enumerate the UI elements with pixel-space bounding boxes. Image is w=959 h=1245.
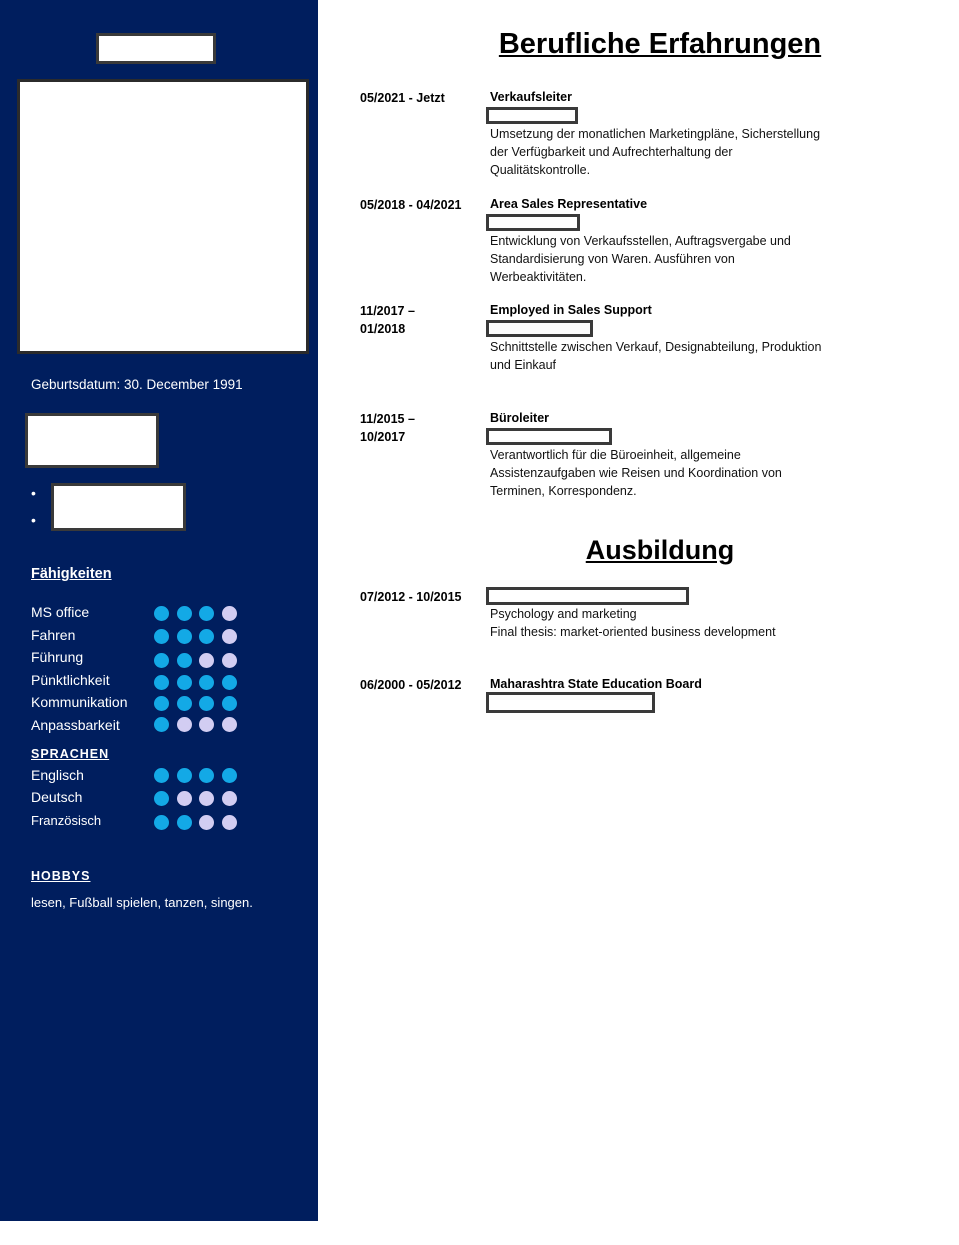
rating-dot-filled (177, 768, 192, 783)
experience-title: Berufliche Erfahrungen (498, 28, 822, 60)
education-detail: Final thesis: market-oriented business development (490, 625, 776, 639)
experience-position: Büroleiter (490, 411, 550, 425)
hobbies-heading: HOBBYS (31, 869, 91, 883)
sidebar (0, 0, 318, 1221)
rating-dot-empty (177, 717, 192, 732)
rating-dot-empty (177, 791, 192, 806)
experience-date: 05/2021 - Jetzt (360, 91, 445, 105)
skill-label: Kommunikation (31, 694, 128, 710)
rating-dot-empty (222, 606, 237, 621)
rating-dot-filled (154, 696, 169, 711)
skill-label: Pünktlichkeit (31, 672, 110, 688)
education-institution: Maharashtra State Education Board (490, 677, 702, 691)
experience-description: Entwicklung von Verkaufsstellen, Auftragsvergabe und Standardisierung von Waren. Ausführen von Werbeaktivitäten. (490, 234, 791, 284)
company-redaction (486, 320, 593, 337)
experience-date: 05/2018 - 04/2021 (360, 198, 462, 212)
company-redaction (486, 214, 580, 231)
contact-bullet: • (31, 512, 36, 528)
rating-dot-filled (222, 675, 237, 690)
rating-dot-filled (222, 696, 237, 711)
experience-description: Schnittstelle zwischen Verkauf, Designabteilung, Produktion und Einkauf (490, 340, 822, 372)
rating-dot-empty (199, 653, 214, 668)
company-redaction (486, 428, 612, 445)
birthdate: Geburtsdatum: 30. December 1991 (31, 377, 243, 392)
rating-dot-empty (199, 791, 214, 806)
rating-dot-filled (177, 675, 192, 690)
education-date: 07/2012 - 10/2015 (360, 590, 462, 604)
skill-label: Anpassbarkeit (31, 717, 120, 733)
rating-dot-empty (222, 629, 237, 644)
experience-position: Employed in Sales Support (490, 303, 652, 317)
rating-dot-empty (222, 717, 237, 732)
rating-dot-filled (199, 768, 214, 783)
languages-heading: SPRACHEN (31, 747, 110, 761)
rating-dot-filled (177, 696, 192, 711)
contact-redaction (25, 413, 159, 468)
rating-dot-empty (199, 815, 214, 830)
education-title: Ausbildung (585, 535, 735, 565)
contact-bullet: • (31, 485, 36, 501)
degree-redaction (486, 692, 655, 713)
institution-redaction (486, 587, 689, 605)
experience-description: Verantwortlich für die Büroeinheit, allgemeine Assistenzaufgaben wie Reisen und Koordination von Terminen, Korrespondenz. (490, 448, 782, 498)
rating-dot-filled (199, 606, 214, 621)
rating-dot-filled (222, 768, 237, 783)
skill-label: MS office (31, 604, 90, 620)
rating-dot-empty (199, 717, 214, 732)
rating-dot-filled (154, 768, 169, 783)
rating-dot-filled (154, 606, 169, 621)
experience-date-end: 10/2017 (360, 430, 406, 444)
experience-description: Umsetzung der monatlichen Marketingpläne, Sicherstellung der Verfügbarkeit und Aufrechterhaltung der Qualitätskontrolle. (490, 127, 821, 177)
rating-dot-filled (199, 696, 214, 711)
profile-photo (17, 79, 309, 354)
experience-date: 11/2017 – (360, 304, 415, 318)
experience-position: Area Sales Representative (490, 197, 648, 211)
language-label: Englisch (31, 767, 84, 783)
rating-dot-filled (154, 791, 169, 806)
company-redaction (486, 107, 578, 124)
rating-dot-filled (177, 629, 192, 644)
experience-date-end: 01/2018 (360, 322, 406, 336)
rating-dot-empty (222, 815, 237, 830)
rating-dot-empty (222, 653, 237, 668)
rating-dot-filled (154, 629, 169, 644)
education-date: 06/2000 - 05/2012 (360, 678, 462, 692)
rating-dot-filled (154, 815, 169, 830)
education-detail: Psychology and marketing (490, 607, 637, 621)
rating-dot-filled (199, 675, 214, 690)
rating-dot-filled (154, 653, 169, 668)
rating-dot-filled (199, 629, 214, 644)
skill-label: Führung (31, 649, 84, 665)
hobbies-text: lesen, Fußball spielen, tanzen, singen. (31, 895, 253, 910)
rating-dot-filled (177, 606, 192, 621)
name-redaction (96, 33, 216, 64)
contact-details-redaction (51, 483, 186, 531)
language-label: Deutsch (31, 789, 83, 805)
rating-dot-filled (177, 653, 192, 668)
rating-dot-filled (177, 815, 192, 830)
experience-date: 11/2015 – (360, 412, 415, 426)
language-label: Französisch (31, 813, 102, 828)
rating-dot-empty (222, 791, 237, 806)
rating-dot-filled (154, 717, 169, 732)
rating-dot-filled (154, 675, 169, 690)
skill-label: Fahren (31, 627, 76, 643)
skills-heading: Fähigkeiten (31, 566, 112, 582)
experience-position: Verkaufsleiter (490, 90, 572, 104)
